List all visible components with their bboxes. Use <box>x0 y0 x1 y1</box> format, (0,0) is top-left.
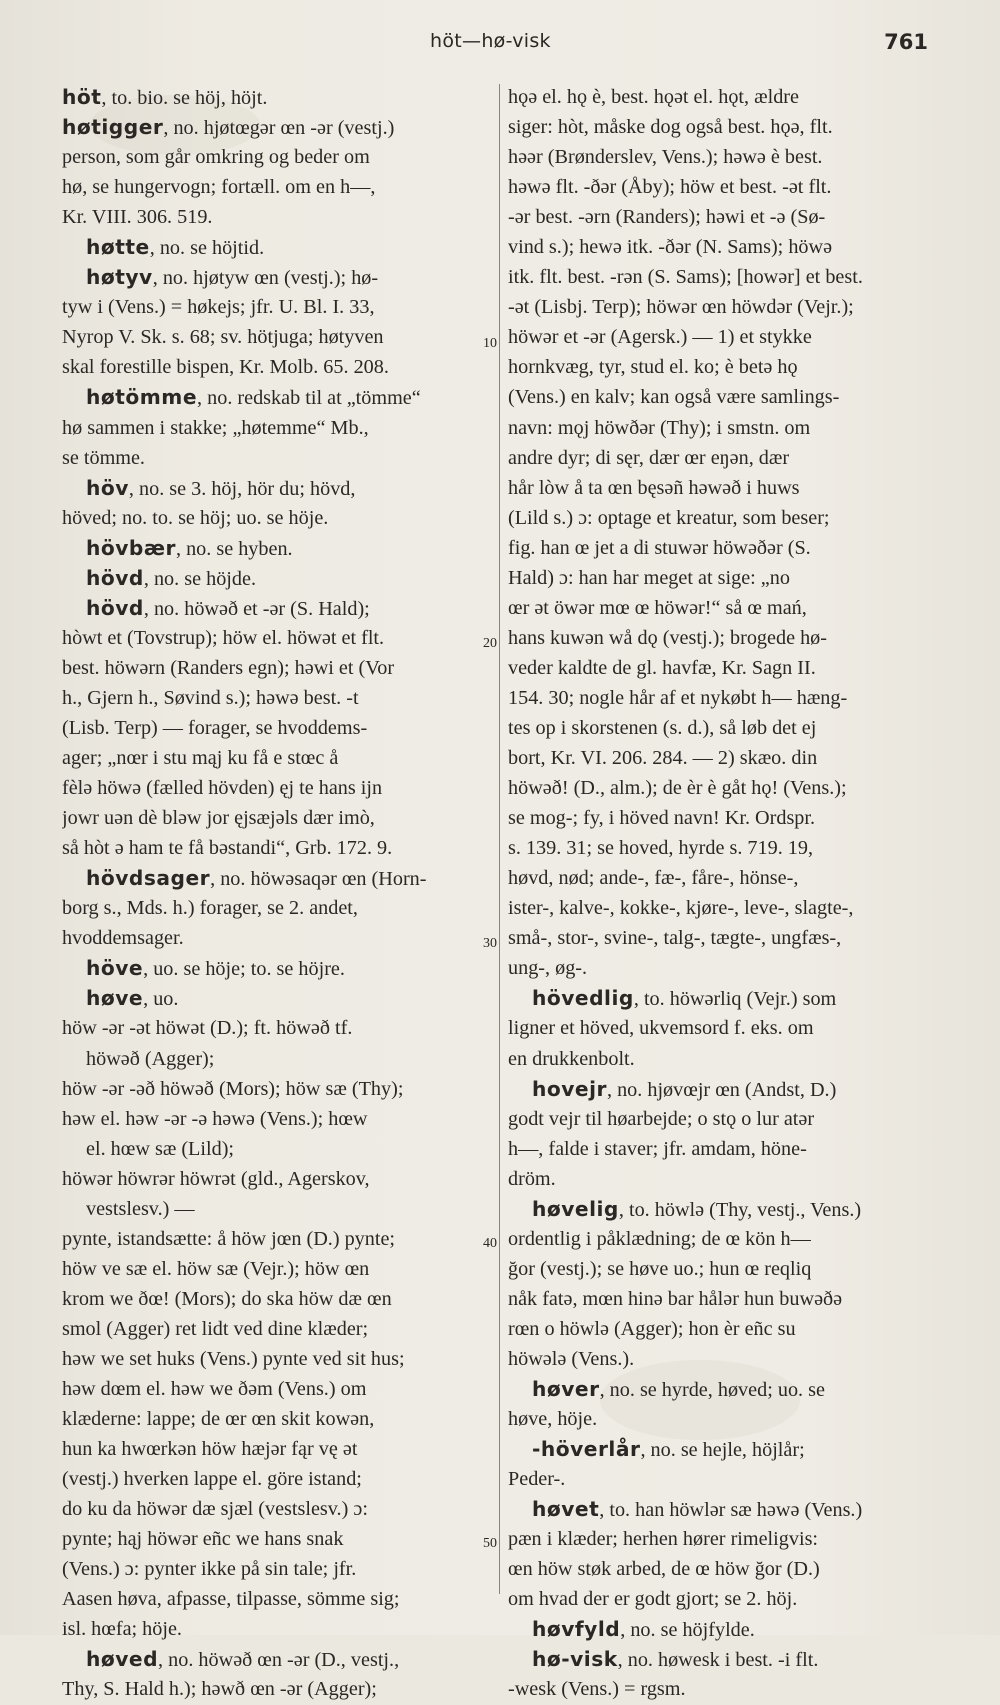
headword: høvet <box>532 1497 600 1522</box>
definition-text: , no. se 3. höj, hör du; hövd, <box>128 477 356 500</box>
headword: høve <box>86 986 144 1011</box>
dictionary-entry-line <box>62 262 493 292</box>
running-head: höt—hø-visk <box>430 30 551 52</box>
text-line: jowr uən dè bləw jor ęjsæjəls dær imò, <box>62 807 375 830</box>
definition-text: , to. bio. se höj, höjt. <box>101 87 268 109</box>
text-line: ager; „nœr i stu mąj ku få e stœc å <box>62 747 339 770</box>
text-line: itk. flt. best. -rən (S. Sams); [howər] et best. <box>508 266 863 289</box>
line-number: 30 <box>483 936 497 951</box>
text-line: pæn i klæder; herhen hører rimeligvis: <box>508 1528 819 1551</box>
text-line: el. hœw sæ (Lild); <box>86 1137 235 1160</box>
text-line: rœn o höwlə (Agger); hon èr eñc su <box>508 1317 796 1340</box>
dictionary-entry-line <box>62 983 493 1013</box>
headword: höt <box>62 85 102 109</box>
text-line: höw -ər -əð höwəð (Mors); höw sæ (Thy); <box>62 1077 404 1100</box>
text-line: veder kaldte de gl. havfæ, Kr. Sagn II. <box>508 656 816 679</box>
text-line: Nyrop V. Sk. s. 68; sv. hötjuga; høtyven <box>62 326 384 349</box>
dictionary-entry-line <box>62 863 493 893</box>
definition-text: , no. se höjfylde. <box>620 1619 755 1642</box>
text-line: hun ka hwœrkən höw hæjər fąr vę ət <box>62 1438 358 1461</box>
dictionary-entry-line <box>62 563 493 593</box>
text-line: klæderne: lappe; de œr œn skit kowən, <box>62 1408 375 1431</box>
definition-text: , no. se höjde. <box>143 567 256 590</box>
text-line: vind s.); hewə itk. -ðər (N. Sams); höwə <box>508 236 833 259</box>
dictionary-entry-line <box>62 593 493 623</box>
definition-text: , no. se hyrde, høved; uo. se <box>599 1379 825 1402</box>
headword: hövd <box>86 565 144 590</box>
text-line: hvoddemsager. <box>62 927 184 950</box>
definition-text: , no. höwəsaqər œn (Horn- <box>210 868 427 891</box>
text-line: om hvad der er godt gjort; se 2. höj. <box>508 1588 798 1611</box>
text-line: höwəð (Agger); <box>86 1047 215 1070</box>
text-line: höwər et -ər (Agersk.) — 1) et stykke <box>508 326 812 349</box>
text-line: fèlə höwə (fælled hövden) ęj te hans ijn <box>62 777 383 800</box>
headword: høvfyld <box>532 1617 621 1642</box>
dictionary-entry-line <box>508 983 940 1013</box>
headword: høtyv <box>86 265 153 290</box>
dictionary-entry-line <box>62 82 493 112</box>
text-line: (Vens.) ɔ: pynter ikke på sin tale; jfr. <box>62 1558 357 1581</box>
line-number: 10 <box>483 336 497 351</box>
text-line: ister-, kalve-, kokke-, kjøre-, leve-, slagte-, <box>508 897 854 920</box>
definition-text: , to. höwlə (Thy, vestj., Vens.) <box>618 1198 862 1221</box>
definition-text: , no. se hejle, höjlår; <box>640 1439 805 1462</box>
text-line: andre dyr; di sęr, dær œr eŋən, dær <box>508 446 790 469</box>
text-line: höved; no. to. se höj; uo. se höje. <box>62 506 329 529</box>
dictionary-entry-line <box>508 1494 940 1524</box>
text-line: həw we set huks (Vens.) pynte ved sit hus; <box>62 1347 405 1370</box>
page-number: 761 <box>884 30 928 54</box>
text-line: həər (Brønderslev, Vens.); həwə è best. <box>508 146 823 169</box>
definition-text: , no. hjøvœjr œn (Andst, D.) <box>606 1078 837 1101</box>
page-header <box>0 30 1000 64</box>
text-line: hø, se hungervogn; fortæll. om en h—, <box>62 176 376 199</box>
headword: -höverlår <box>532 1437 641 1462</box>
headword: höve <box>86 956 144 981</box>
headword: høved <box>86 1647 159 1672</box>
text-line: så hòt ə ham te få bəstandi“, Grb. 172. 9. <box>62 837 393 860</box>
text-line: hornkvæg, tyr, stud el. ko; è betə hǫ <box>508 356 798 379</box>
text-line: godt vejr til høarbejde; o stǫ o lur atər <box>508 1107 815 1130</box>
text-line: hòwt et (Tovstrup); höw el. höwət et flt. <box>62 626 385 649</box>
headword: høtömme <box>86 385 198 410</box>
dictionary-entry-line <box>508 1434 940 1464</box>
text-line: -wesk (Vens.) = rgsm. <box>508 1678 686 1701</box>
text-line: vestslesv.) — <box>86 1197 195 1220</box>
text-line: (Vens.) en kalv; kan også være samlings- <box>508 386 840 409</box>
text-line: høve, höje. <box>508 1408 598 1431</box>
text-line: h—, falde i staver; jfr. amdam, höne- <box>508 1137 807 1160</box>
text-line: pynte, istandsætte: å höw jœn (D.) pynte; <box>62 1227 396 1250</box>
text-line: pynte; hąj höwər eñc we hans snak <box>62 1528 344 1551</box>
text-line: œn höw støk arbed, de œ höw ğor (D.) <box>508 1558 820 1581</box>
text-line: 154. 30; nogle hår af et nykøbt h— hæng- <box>508 686 848 709</box>
text-line: ligner et höved, ukvemsord f. eks. om <box>508 1017 814 1040</box>
headword: hövbær <box>86 535 176 560</box>
definition-text: , no. se hyben. <box>175 537 293 560</box>
text-line: həw el. həw -ər -ə həwə (Vens.); hœw <box>62 1107 368 1130</box>
definition-text: , no. hjøtœgər œn -ər (vestj.) <box>163 117 395 140</box>
text-line: se mog-; fy, i höved navn! Kr. Ordspr. <box>508 807 816 830</box>
left-column <box>62 82 493 1705</box>
text-line: -ər best. -ərn (Randers); həwi et -ə (Sø- <box>508 206 826 229</box>
headword: hø-visk <box>532 1647 618 1672</box>
text-line: skal forestille bispen, Kr. Molb. 65. 208. <box>62 356 389 379</box>
dictionary-entry-line <box>62 232 493 262</box>
definition-text: , no. höwəð et -ər (S. Hald); <box>143 597 370 620</box>
text-line: Kr. VIII. 306. 519. <box>62 206 213 229</box>
dictionary-entry-line <box>508 1374 940 1404</box>
dictionary-entry-line <box>62 533 493 563</box>
headword: høtigger <box>62 115 164 140</box>
text-line: ğor (vestj.); se høve uo.; hun œ reqliq <box>508 1257 812 1280</box>
text-line: borg s., Mds. h.) forager, se 2. andet, <box>62 897 358 920</box>
definition-text: , no. redskab til at „tömme“ <box>197 387 421 410</box>
text-line: (Lild s.) ɔ: optage et kreatur, som beser; <box>508 506 830 529</box>
dictionary-entry-line <box>508 1644 940 1674</box>
line-number: 20 <box>483 636 497 651</box>
text-line: best. höwərn (Randers egn); həwi et (Vor <box>62 656 395 679</box>
column-divider <box>499 84 500 1594</box>
definition-text: , no. se höjtid. <box>149 237 265 260</box>
text-line: bort, Kr. VI. 206. 284. — 2) skæo. din <box>508 747 818 770</box>
headword: hövd <box>86 595 144 620</box>
definition-text: , uo. <box>143 988 179 1011</box>
text-line: -ət (Lisbj. Terp); höwər œn höwdər (Vejr.); <box>508 296 854 319</box>
text-line: fig. han œ jet a di stuwər höwəðər (S. <box>508 536 811 559</box>
text-line: ung-, øg-. <box>508 957 588 980</box>
text-line: krom we ðœ! (Mors); do ska höw dæ œn <box>62 1287 392 1310</box>
text-line: tyw i (Vens.) = høkejs; jfr. U. Bl. I. 33, <box>62 296 375 319</box>
text-line: siger: hòt, måske dog også best. hǫə, flt. <box>508 116 833 139</box>
headword: høver <box>532 1377 600 1402</box>
text-line: ordentlig i påklædning; de œ kön h— <box>508 1227 811 1250</box>
text-line: (vestj.) hverken lappe el. göre istand; <box>62 1468 362 1491</box>
text-line: små-, stor-, svine-, talg-, tægte-, ungfæs-, <box>508 927 842 950</box>
definition-text: , no. hjøtyw œn (vestj.); hø- <box>152 267 379 290</box>
text-line: hår lòw å ta œn bęsəñ həwəð i huws <box>508 476 800 499</box>
definition-text: , no. höwəð œn -ər (D., vestj., <box>158 1649 400 1672</box>
definition-text: , uo. se höje; to. se höjre. <box>143 958 345 981</box>
dictionary-entry-line <box>62 953 493 983</box>
line-number: 40 <box>483 1236 497 1251</box>
text-line: Thy, S. Hald h.); həwð œn -ər (Agger); <box>62 1678 377 1701</box>
text-line: höwəð! (D., alm.); de èr è gåt hǫ! (Vens.); <box>508 777 847 800</box>
text-line: Peder-. <box>508 1468 566 1491</box>
text-line: höwər höwrər höwrət (gld., Agerskov, <box>62 1167 370 1190</box>
definition-text: , to. han höwlər sæ həwə (Vens.) <box>599 1499 863 1522</box>
text-line: person, som går omkring og beder om <box>62 146 370 169</box>
headword: hövedlig <box>532 986 634 1011</box>
headword: hövdsager <box>86 866 211 891</box>
text-line: høvd, nød; ande-, fæ-, fåre-, hönse-, <box>508 867 799 890</box>
text-line: höw -ər -ət höwət (D.); ft. höwəð tf. <box>62 1017 353 1040</box>
dictionary-entry-line <box>62 1644 493 1674</box>
dictionary-entry-line <box>508 1074 940 1104</box>
text-line: hǫə el. hǫ è, best. hǫət el. hǫt, ældre <box>508 86 799 108</box>
text-line: höw ve sæ el. höw sæ (Vejr.); höw œn <box>62 1257 370 1280</box>
dictionary-entry-line <box>62 473 493 503</box>
text-line: smol (Agger) ret lidt ved dine klæder; <box>62 1317 369 1340</box>
dictionary-entry-line <box>508 1614 940 1644</box>
text-line: həw dœm el. həw we ðəm (Vens.) om <box>62 1378 367 1401</box>
text-line: h., Gjern h., Søvind s.); həwə best. -t <box>62 686 359 709</box>
text-line: Hald) ɔ: han har meget at sige: „no <box>508 566 790 589</box>
text-line: hans kuwən wå dǫ (vestj.); brogede hø- <box>508 626 827 649</box>
text-line: se tömme. <box>62 446 145 469</box>
dictionary-entry-line <box>508 1194 940 1224</box>
text-line: en drukkenbolt. <box>508 1047 635 1070</box>
headword: høvelig <box>532 1196 619 1221</box>
definition-text: , to. höwərliq (Vejr.) som <box>633 988 837 1011</box>
text-line: do ku da höwər dæ sjæl (vestslesv.) ɔ: <box>62 1498 368 1521</box>
text-line: Aasen høva, afpasse, tilpasse, sömme sig; <box>62 1588 400 1611</box>
text-line: həwə flt. -ðər (Åby); höw et best. -ət flt. <box>508 176 832 199</box>
text-line: nåk fatə, mœn hinə bar hålər hun buwəðə <box>508 1287 843 1310</box>
text-line: (Lisb. Terp) — forager, se hvoddems- <box>62 716 368 739</box>
text-line: œr ət öwər mœ œ höwər!“ så œ mań, <box>508 596 807 619</box>
definition-text: , no. høwesk i best. -i flt. <box>617 1649 819 1672</box>
text-line: isl. hœfa; höje. <box>62 1618 182 1641</box>
text-line: tes op i skorstenen (s. d.), så løb det ej <box>508 716 817 739</box>
line-number: 50 <box>483 1536 497 1551</box>
dictionary-entry-line <box>62 112 493 142</box>
text-line: dröm. <box>508 1167 556 1190</box>
headword: hovejr <box>532 1076 607 1101</box>
headword: høtte <box>86 235 150 260</box>
text-line: navn: mǫj höwðər (Thy); i smstn. om <box>508 416 811 439</box>
right-column <box>508 82 940 1705</box>
text-line: höwələ (Vens.). <box>508 1347 635 1370</box>
text-line: hø sammen i stakke; „høtemme“ Mb., <box>62 416 369 439</box>
dictionary-entry-line <box>62 382 493 412</box>
headword: höv <box>86 475 129 500</box>
text-line: s. 139. 31; se hoved, hyrde s. 719. 19, <box>508 837 814 860</box>
